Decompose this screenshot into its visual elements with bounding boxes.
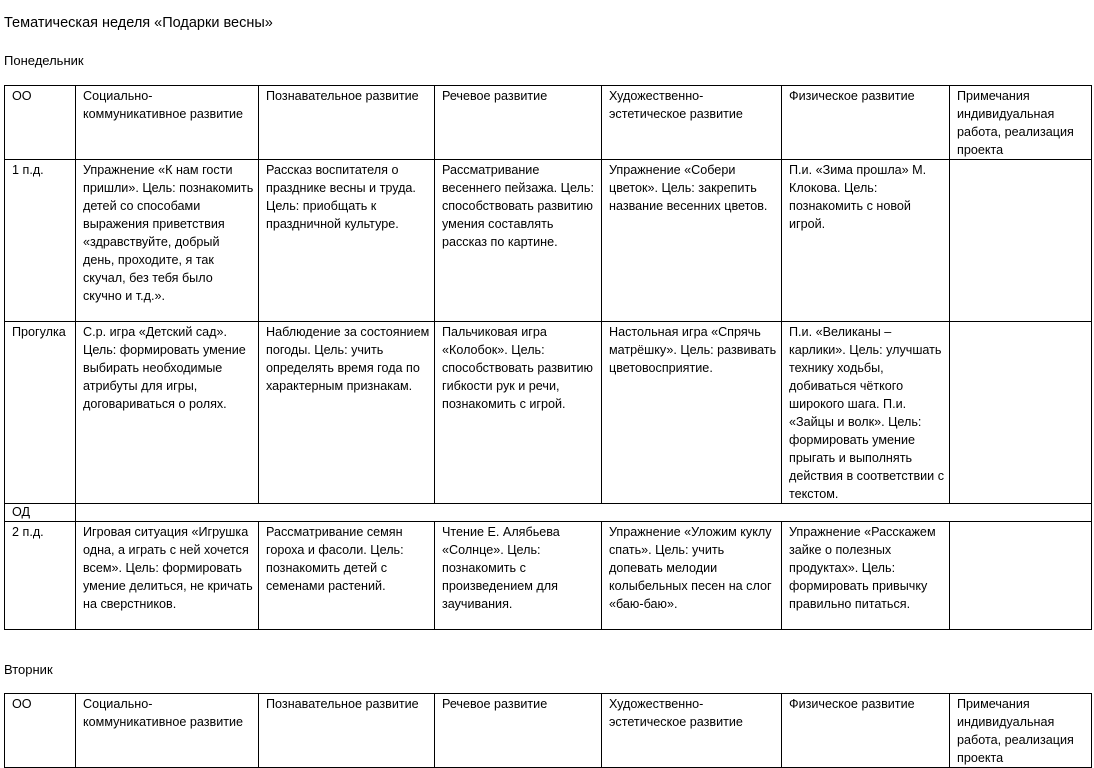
table-cell: Чтение Е. Алябьева «Солнце». Цель: познакомить с произведением для заучивания.	[435, 522, 602, 630]
header-cell-oo: ОО	[5, 86, 76, 160]
table-cell: Пальчиковая игра «Колобок». Цель: способствовать развитию гибкости рук и речи, познакомить с игрой.	[435, 322, 602, 504]
table-cell	[950, 522, 1092, 630]
table-cell: Наблюдение за состоянием погоды. Цель: учить определять время года по характерным признакам.	[259, 322, 435, 504]
header-cell-speech: Речевое развитие	[435, 694, 602, 768]
row-label: ОД	[5, 504, 76, 522]
schedule-table-tuesday	[4, 693, 1092, 768]
header-cell-notes: Примечания индивидуальная работа, реализация проекта	[950, 694, 1092, 768]
table-cell: С.р. игра «Детский сад». Цель: формировать умение выбирать необходимые атрибуты для игры, договариваться о ролях.	[76, 322, 259, 504]
header-cell-physical: Физическое развитие	[782, 694, 950, 768]
table-cell: П.и. «Великаны – карлики». Цель: улучшать технику ходьбы, добиваться чёткого широкого шага. П.и. «Зайцы и волк». Цель: формировать умение прыгать и выполнять действия в соответствии с текстом.	[782, 322, 950, 504]
table-cell: Игровая ситуация «Игрушка одна, а играть с ней хочется всем». Цель: формировать умение делиться, не кричать на сверстников.	[76, 522, 259, 630]
header-cell-oo: ОО	[5, 694, 76, 768]
row-label: Прогулка	[5, 322, 76, 504]
table-cell: Рассматривание семян гороха и фасоли. Цель: познакомить детей с семенами растений.	[259, 522, 435, 630]
table-row	[5, 160, 1092, 322]
header-cell-social: Социально-коммуникативное развитие	[76, 86, 259, 160]
table-cell: Рассматривание весеннего пейзажа. Цель: способствовать развитию умения составлять рассказ по картине.	[435, 160, 602, 322]
table-cell	[76, 504, 1092, 522]
table-cell: П.и. «Зима прошла» М. Клокова. Цель: познакомить с новой игрой.	[782, 160, 950, 322]
table-row	[5, 504, 1092, 522]
row-label: 2 п.д.	[5, 522, 76, 630]
header-cell-cognitive: Познавательное развитие	[259, 694, 435, 768]
header-cell-notes: Примечания индивидуальная работа, реализация проекта	[950, 86, 1092, 160]
schedule-table-monday	[4, 85, 1092, 630]
table-header-row	[5, 694, 1092, 768]
table-cell	[950, 160, 1092, 322]
day-label-monday: Понедельник	[4, 53, 84, 68]
row-label: 1 п.д.	[5, 160, 76, 322]
header-cell-artistic: Художественно-эстетическое развитие	[602, 86, 782, 160]
table-row	[5, 522, 1092, 630]
table-cell: Рассказ воспитателя о празднике весны и труда. Цель: приобщать к праздничной культуре.	[259, 160, 435, 322]
table-row	[5, 322, 1092, 504]
header-cell-physical: Физическое развитие	[782, 86, 950, 160]
day-label-tuesday: Вторник	[4, 662, 53, 677]
table-cell: Упражнение «Собери цветок». Цель: закрепить название весенних цветов.	[602, 160, 782, 322]
header-cell-artistic: Художественно-эстетическое развитие	[602, 694, 782, 768]
header-cell-cognitive: Познавательное развитие	[259, 86, 435, 160]
table-cell	[950, 322, 1092, 504]
table-cell: Упражнение «К нам гости пришли». Цель: познакомить детей со способами выражения приветствия «здравствуйте, добрый день, проходите, я так скучал, без тебя было скучно и т.д.».	[76, 160, 259, 322]
table-header-row	[5, 86, 1092, 160]
table-cell: Настольная игра «Спрячь матрёшку». Цель: развивать цветовосприятие.	[602, 322, 782, 504]
header-cell-speech: Речевое развитие	[435, 86, 602, 160]
table-cell: Упражнение «Расскажем зайке о полезных продуктах». Цель: формировать привычку правильно питаться.	[782, 522, 950, 630]
header-cell-social: Социально-коммуникативное развитие	[76, 694, 259, 768]
table-cell: Упражнение «Уложим куклу спать». Цель: учить допевать мелодии колыбельных песен на слог «баю-баю».	[602, 522, 782, 630]
document-title: Тематическая неделя «Подарки весны»	[4, 15, 273, 31]
